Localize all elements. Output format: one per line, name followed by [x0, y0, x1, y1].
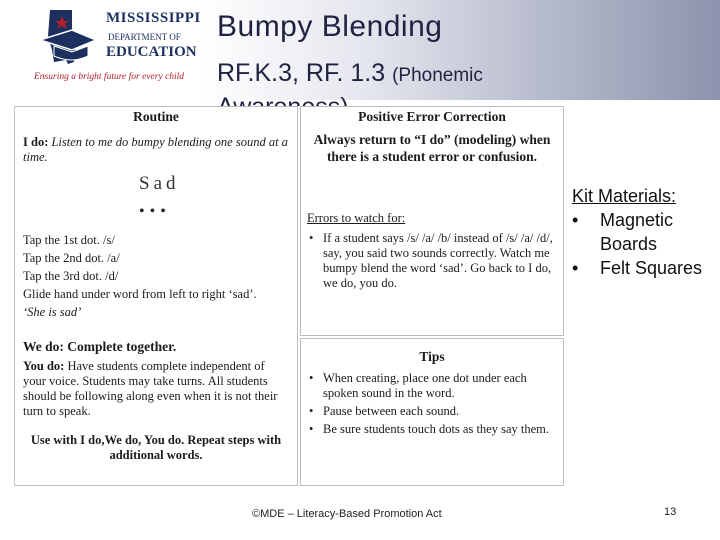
tip-item: • Be sure students touch dots as they say them. — [307, 422, 555, 437]
error-correction-panel — [300, 106, 564, 336]
routine-panel — [14, 106, 298, 486]
slide-title: Bumpy Blending — [217, 10, 443, 43]
sound-dots: ••• — [139, 203, 171, 220]
error-correction-main: Always return to “I do” (modeling) when there is a student error or confusion. — [313, 132, 551, 164]
tap-step-2: Tap the 2nd dot. /a/ — [23, 251, 120, 265]
i-do-block — [23, 135, 289, 165]
you-do-label: You do: — [23, 359, 65, 373]
errors-heading: Errors to watch for: — [307, 211, 406, 225]
footer-copyright: ©MDE – Literacy-Based Promotion Act — [252, 508, 442, 520]
errors-list — [307, 231, 555, 294]
kit-materials — [572, 184, 720, 280]
tips-panel — [300, 338, 564, 486]
tip-item: • When creating, place one dot under each spoken sound in the word. — [307, 371, 555, 401]
tap-step-3: Tap the 3rd dot. /d/ — [23, 269, 119, 283]
i-do-text: Listen to me do bumpy blending one sound at a time. — [23, 135, 288, 164]
we-do: We do: Complete together. — [23, 339, 177, 354]
tap-step-1: Tap the 1st dot. /s/ — [23, 233, 115, 247]
routine-document — [14, 106, 564, 488]
tips-heading: Tips — [419, 349, 445, 364]
tips-list — [307, 371, 555, 440]
kit-item — [572, 256, 720, 280]
logo-line1: MISSISSIPPI — [106, 10, 201, 26]
i-do-label: I do: — [23, 135, 49, 149]
slide-subtitle — [217, 59, 483, 88]
kit-item-label: Felt Squares — [600, 258, 703, 278]
logo-line2: DEPARTMENT OF — [108, 32, 181, 42]
glide-step: Glide hand under word from left to right ‘sad’. — [23, 287, 257, 301]
mississippi-state-icon — [32, 6, 102, 76]
error-correction-heading: Positive Error Correction — [358, 109, 506, 124]
subtitle-small: (Phonemic — [392, 65, 483, 86]
page-number: 13 — [664, 506, 677, 518]
kit-item-label: Magnetic Boards — [600, 210, 674, 254]
tip-item: • Pause between each sound. — [307, 404, 555, 419]
subtitle-overflow — [217, 92, 349, 106]
you-do-block — [23, 359, 289, 419]
logo-tagline: Ensuring a bright future for every child — [34, 72, 185, 82]
kit-item — [572, 208, 720, 256]
logo-line3: EDUCATION — [106, 44, 197, 60]
mde-logo — [28, 4, 208, 86]
routine-heading: Routine — [133, 109, 179, 124]
kit-heading: Kit Materials: — [572, 186, 677, 206]
error-bullet: • If a student says /s/ /a/ /b/ instead of /s/ /a/ /d/, say, you said two sounds correctly. Watch me bumpy blend the word ‘sad’. Go back to I do, we do, you do. — [307, 231, 555, 291]
she-is-sad: ‘She is sad’ — [23, 305, 82, 319]
routine-closing: Use with I do,We do, You do. Repeat steps with additional words. — [30, 433, 282, 462]
subtitle-main: RF.K.3, RF. 1.3 — [217, 59, 393, 87]
example-word: Sad — [139, 173, 180, 194]
tap-steps — [23, 231, 289, 321]
you-do-text: Have students complete independent of your voice. Students may take turns. All students should be following along even when it is not their turn to speak. — [23, 359, 278, 418]
